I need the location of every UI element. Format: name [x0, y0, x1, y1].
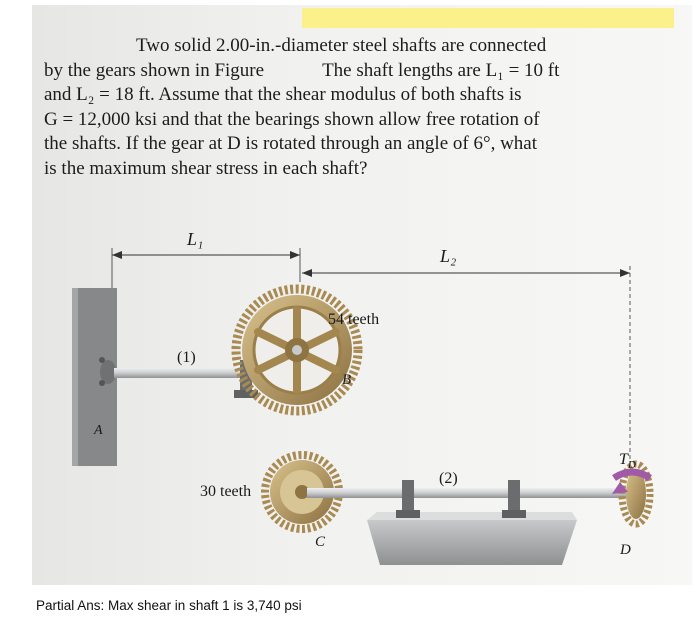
length-l1-label: L₁ — [187, 229, 204, 249]
torque-label: $T_D$ — [619, 451, 636, 471]
problem-line-2b: The shaft lengths are L₁ = 10 ft — [322, 59, 560, 81]
gear-shaft-diagram — [32, 220, 692, 585]
text-highlight — [302, 8, 674, 28]
wall-support-a — [72, 288, 117, 466]
problem-line-4: G = 12,000 ksi and that the bearings shown allow free rotation of — [44, 108, 540, 130]
point-d-label: D — [620, 542, 631, 558]
shaft-2 — [307, 488, 627, 498]
point-c-label: C — [315, 534, 326, 550]
base-block — [367, 520, 577, 565]
problem-line-6: is the maximum shear stress in each shaft? — [44, 157, 368, 179]
dimension-l2 — [302, 266, 630, 470]
problem-line-2a: by the gears shown in Figure — [44, 59, 265, 81]
problem-line-5: the shafts. If the gear at D is rotated through an angle of 6°, what — [44, 133, 537, 154]
gear-b-teeth-label: 54 teeth — [328, 311, 380, 328]
point-b-label: B — [342, 372, 352, 388]
problem-line-3: and L₂ = 18 ft. Assume that the shear modulus of both shafts is — [44, 84, 522, 105]
gear-b — [236, 289, 358, 411]
problem-statement — [44, 34, 674, 181]
shaft-2-label: (2) — [439, 470, 458, 487]
shaft-1-label: (1) — [177, 349, 196, 366]
gear-c-teeth-label: 30 teeth — [200, 483, 252, 500]
problem-line-1: Two solid 2.00-in.-diameter steel shafts are connected — [136, 35, 547, 56]
bearing-shaft-2-left — [396, 480, 420, 518]
length-l2-label: L₂ — [440, 246, 457, 266]
point-a-label: A — [94, 423, 103, 438]
partial-answer: Partial Ans: Max shear in shaft 1 is 3,740 psi — [36, 598, 302, 613]
bearing-shaft-2-right — [502, 480, 526, 518]
